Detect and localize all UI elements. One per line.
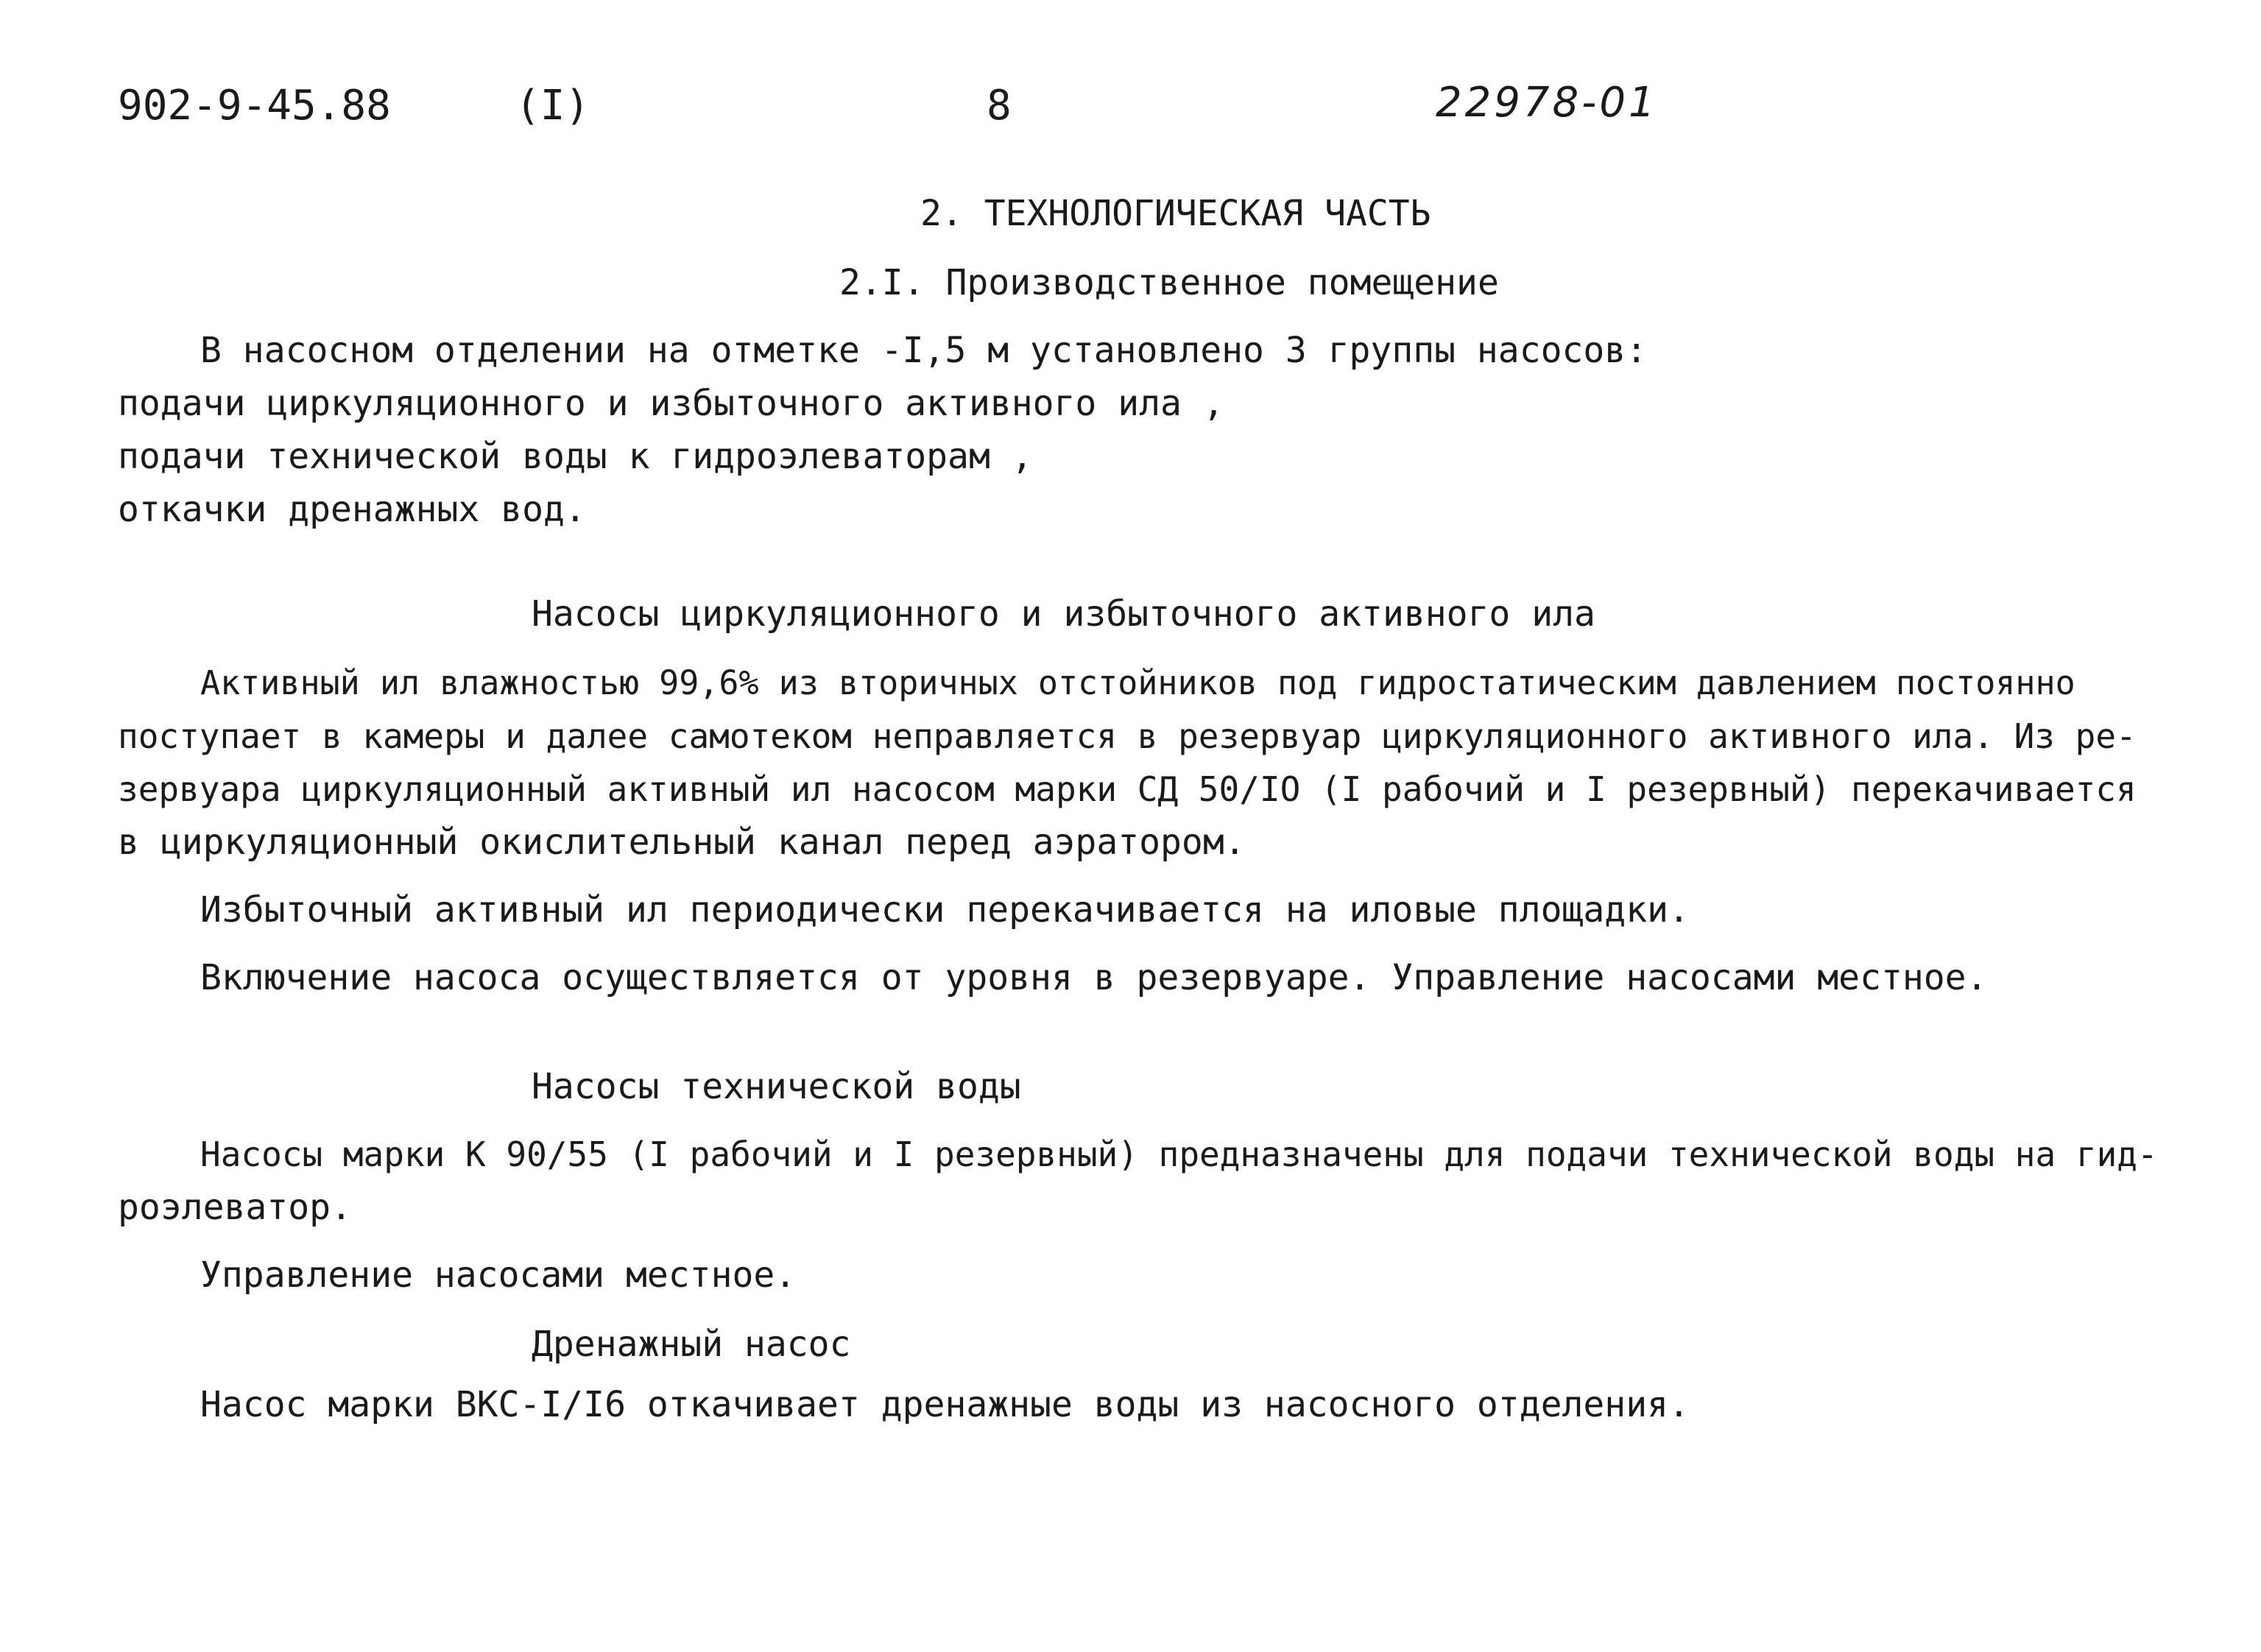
sludge-pumps-heading: Насосы циркуляционного и избыточного активного ила bbox=[532, 593, 1595, 635]
document-code: 902-9-45.88 bbox=[118, 82, 391, 130]
paragraph-line: роэлеватор. bbox=[118, 1187, 352, 1228]
intro-line: откачки дренажных вод. bbox=[118, 489, 586, 530]
excess-sludge-line: Избыточный активный ил периодически перекачивается на иловые площадки. bbox=[200, 889, 1690, 931]
intro-line: В насосном отделении на отметке -I,5 м установлено 3 группы насосов: bbox=[200, 330, 1648, 371]
drainage-pump-heading: Дренажный насос bbox=[532, 1324, 851, 1365]
water-pump-control-line: Управление насосами местное. bbox=[200, 1254, 797, 1296]
volume-number: (I) bbox=[515, 82, 590, 130]
water-pumps-heading: Насосы технической воды bbox=[532, 1066, 1021, 1107]
paragraph-line: зервуара циркуляционный активный ил насосом марки СД 50/IO (I рабочий и I резервный) перекачивается bbox=[118, 769, 2137, 809]
paragraph-line: Насосы марки К 90/55 (I рабочий и I резервный) предназначены для подачи технической воды на гид- bbox=[200, 1134, 2158, 1174]
subsection-title: 2.I. Производственное помещение bbox=[839, 262, 1499, 303]
intro-line: подачи технической воды к гидроэлеваторам , bbox=[118, 436, 1033, 477]
page-number: 8 bbox=[987, 82, 1012, 130]
document-number: 22978-01 bbox=[1436, 79, 1658, 127]
pump-control-line: Включение насоса осуществляется от уровня в резервуаре. Управление насосами местное. bbox=[200, 957, 1988, 998]
paragraph-line: поступает в камеры и далее самотеком неправляется в резервуар циркуляционного активного ила. Из ре- bbox=[118, 716, 2137, 756]
paragraph-line: в циркуляционный окислительный канал перед аэратором. bbox=[118, 822, 1246, 863]
paragraph-line: Активный ил влажностью 99,6% из вторичных отстойников под гидростатическим давлением постоянно bbox=[200, 663, 2075, 702]
section-title: 2. ТЕХНОЛОГИЧЕСКАЯ ЧАСТЬ bbox=[920, 193, 1431, 234]
intro-line: подачи циркуляционного и избыточного активного ила , bbox=[118, 383, 1224, 424]
drainage-pump-line: Насос марки ВКС-I/I6 откачивает дренажные воды из насосного отделения. bbox=[200, 1384, 1690, 1425]
